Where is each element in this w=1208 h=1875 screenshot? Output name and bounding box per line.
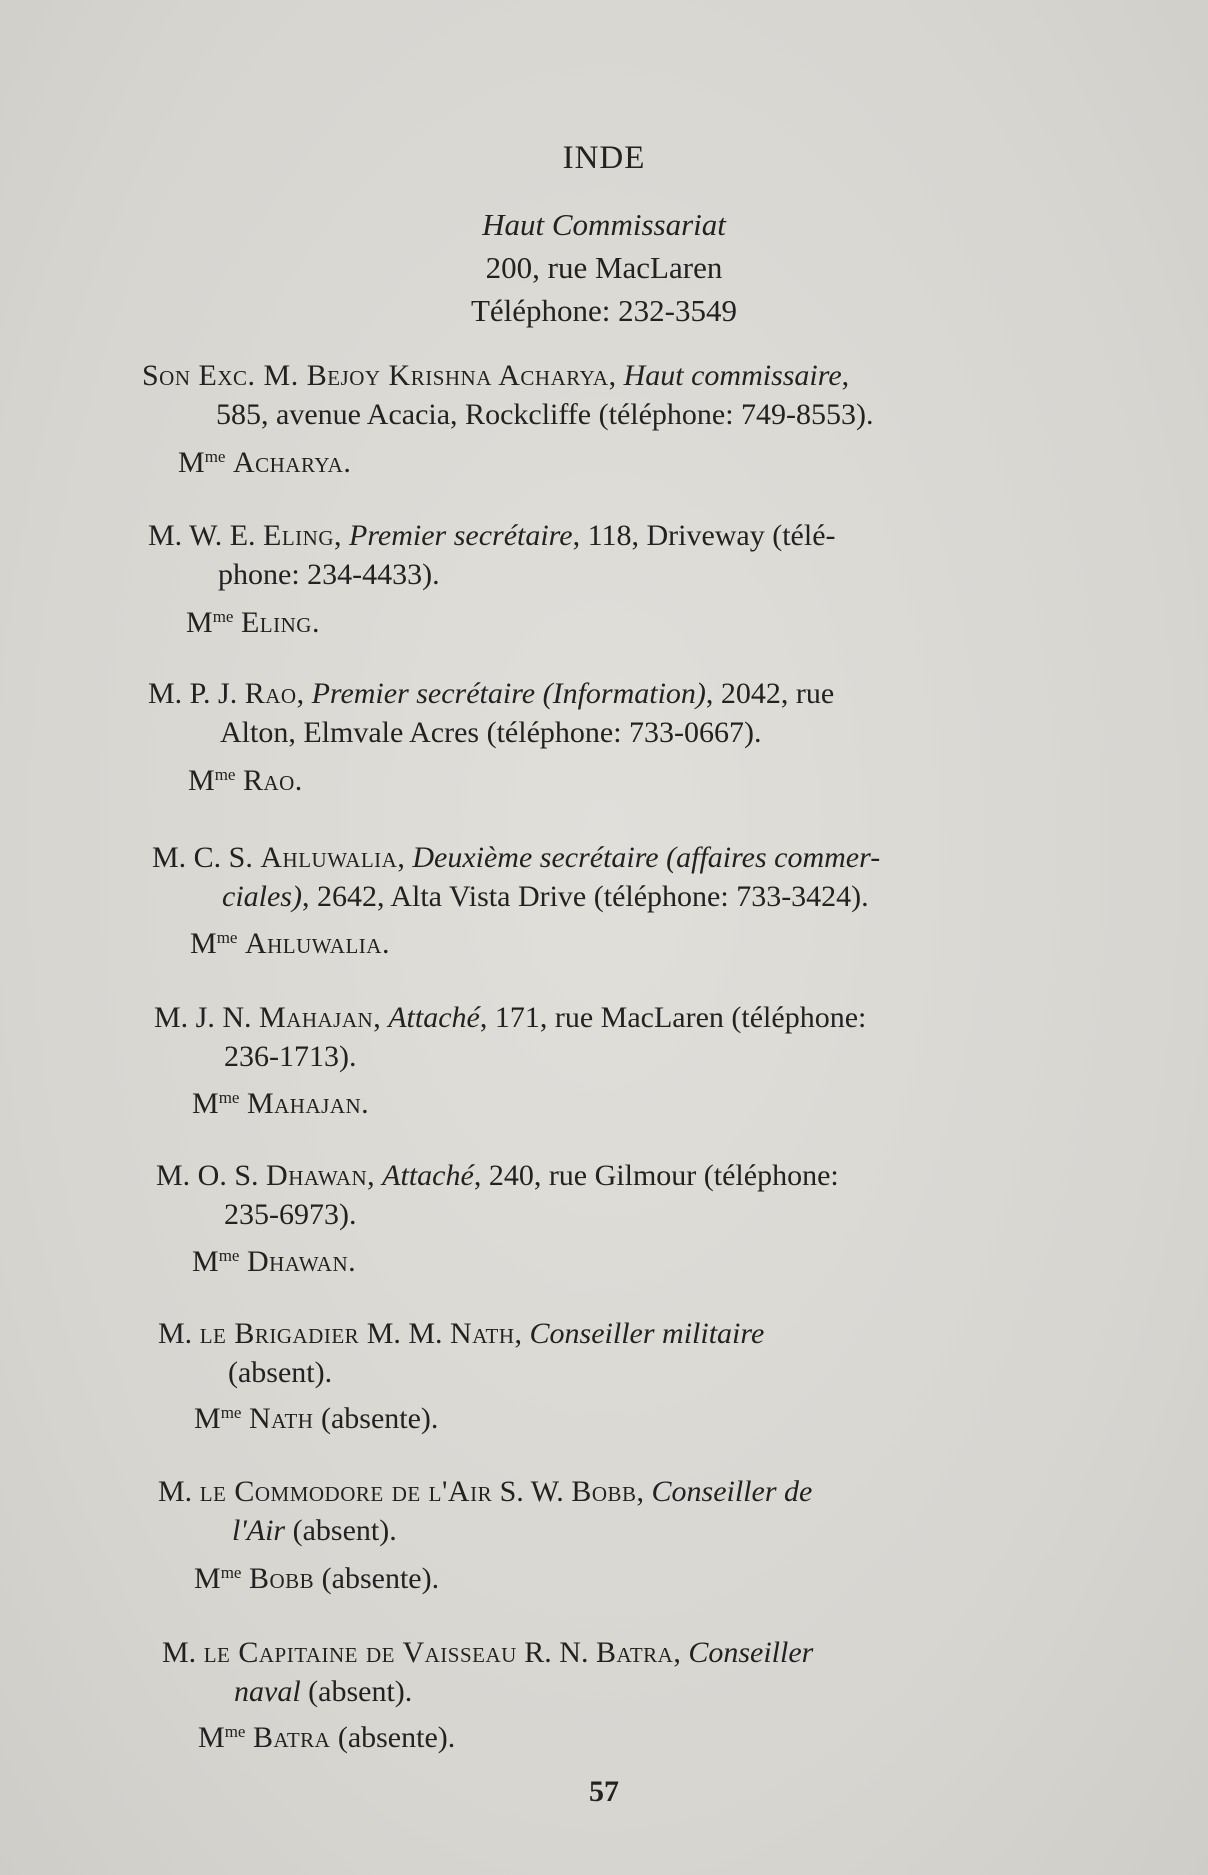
- entry-eling: M. W. E. Eling, Premier secrétaire, 118, Driveway (télé- phone: 234-4433).: [148, 519, 836, 591]
- entry-prefix: M.: [158, 1317, 200, 1350]
- wife-acharya: [178, 437, 351, 482]
- entry-line2-italic: naval: [234, 1675, 301, 1708]
- wife-prefix: M: [194, 1562, 221, 1595]
- entry-ahluwalia: M. C. S. Ahluwalia, Deuxième secrétaire (affaires commer- ciales), 2642, Alta Vista Drive (téléphone: 733-3424).: [152, 841, 881, 913]
- wife-batra: [198, 1712, 455, 1757]
- entry-name: Bejoy Krishna Acharya: [306, 359, 609, 392]
- wife-mahajan: [192, 1078, 369, 1123]
- entry-name: Rao: [244, 677, 297, 710]
- entry-prefix: Son Exc. M.: [142, 359, 307, 392]
- entry-title: Attaché: [388, 1001, 480, 1034]
- page-number: 57: [589, 1775, 619, 1808]
- office-address: 200, rue MacLaren: [485, 250, 723, 285]
- wife-rest: (absente).: [313, 1402, 439, 1435]
- entry-line1-rest: , 171, rue MacLaren (téléphone:: [479, 1001, 867, 1034]
- country-heading: INDE: [562, 140, 646, 176]
- entry-title: Conseiller de: [651, 1475, 813, 1508]
- wife-sup: me: [220, 1403, 242, 1422]
- entry-prefix: M. C. S.: [152, 841, 261, 874]
- entry-line2: 585, avenue Acacia, Rockcliffe (téléphone: 749-8553).: [216, 398, 874, 431]
- entry-line2-italic: l'Air: [232, 1514, 286, 1547]
- wife-name: Nath: [248, 1402, 314, 1435]
- wife-rest: (absente).: [330, 1721, 456, 1754]
- entry-acharya: Son Exc. M. Bejoy Krishna Acharya, Haut commissaire, 585, avenue Acacia, Rockcliffe (téléphone: 749-8553).: [142, 359, 874, 431]
- wife-name: Bobb: [248, 1562, 315, 1595]
- entry-initials: R. N.: [516, 1636, 596, 1669]
- entry-initials: M. M.: [359, 1317, 451, 1350]
- entry-batra: M. le Capitaine de Vaisseau R. N. Batra, Conseiller naval (absent).: [162, 1636, 814, 1708]
- entry-rank: le Capitaine de Vaisseau: [203, 1636, 517, 1669]
- entry-initials: S. W.: [492, 1475, 572, 1508]
- wife-rest: (absente).: [314, 1562, 440, 1595]
- entry-line2: , 2642, Alta Vista Drive (téléphone: 733-3424).: [301, 880, 869, 913]
- wife-prefix: M: [190, 927, 217, 960]
- wife-prefix: M: [178, 446, 205, 479]
- entry-name: Batra: [595, 1636, 674, 1669]
- wife-name: Rao.: [242, 764, 303, 797]
- entry-line2: Alton, Elmvale Acres (téléphone: 733-0667).: [220, 716, 762, 749]
- wife-dhawan: [192, 1236, 356, 1281]
- entry-line2: (absent).: [300, 1675, 413, 1708]
- entry-rao: M. P. J. Rao, Premier secrétaire (Information), 2042, rue Alton, Elmvale Acres (téléphone: 733-0667).: [148, 677, 835, 749]
- entry-line1-rest: , 118, Driveway (télé-: [572, 519, 836, 552]
- entry-rank: le Commodore de l'Air: [199, 1475, 493, 1508]
- wife-prefix: M: [192, 1245, 219, 1278]
- wife-sup: me: [212, 607, 234, 626]
- wife-sup: me: [214, 765, 236, 784]
- entry-name: Ahluwalia: [260, 841, 398, 874]
- entry-name: Eling: [263, 519, 335, 552]
- entry-name: Nath: [450, 1317, 515, 1350]
- entry-line2: 235-6973).: [224, 1198, 357, 1231]
- entry-title: Premier secrétaire: [349, 519, 573, 552]
- entry-bobb: M. le Commodore de l'Air S. W. Bobb, Conseiller de l'Air (absent).: [158, 1475, 813, 1547]
- entry-title: Conseiller: [688, 1636, 814, 1669]
- wife-sup: me: [220, 1563, 242, 1582]
- entry-line2: (absent).: [285, 1514, 397, 1547]
- entry-title: Deuxième secrétaire (affaires commer-: [412, 841, 881, 874]
- entry-dhawan: M. O. S. Dhawan, Attaché, 240, rue Gilmour (téléphone: 235-6973).: [156, 1159, 839, 1231]
- wife-name: Dhawan.: [246, 1245, 357, 1278]
- entry-nath: M. le Brigadier M. M. Nath, Conseiller militaire (absent).: [158, 1317, 765, 1389]
- entry-rank: le Brigadier: [199, 1317, 360, 1350]
- entry-line2: phone: 234-4433).: [218, 558, 440, 591]
- entry-prefix: M.: [158, 1475, 200, 1508]
- wife-name: Mahajan.: [246, 1087, 370, 1120]
- wife-prefix: M: [188, 764, 215, 797]
- entry-title: Conseiller militaire: [529, 1317, 765, 1350]
- wife-name: Eling.: [240, 606, 320, 639]
- office-name: Haut Commissariat: [482, 207, 726, 242]
- entry-line2: (absent).: [228, 1356, 333, 1389]
- wife-prefix: M: [198, 1721, 225, 1754]
- wife-nath: [194, 1393, 438, 1438]
- wife-prefix: M: [186, 606, 213, 639]
- wife-name: Batra: [252, 1721, 331, 1754]
- entry-prefix: M.: [162, 1636, 204, 1669]
- wife-name: Ahluwalia.: [244, 927, 390, 960]
- wife-sup: me: [218, 1246, 240, 1265]
- office-phone: Téléphone: 232-3549: [470, 293, 737, 328]
- wife-sup: me: [204, 447, 226, 466]
- entry-prefix: M. W. E.: [148, 519, 264, 552]
- entry-line1-rest: ,: [841, 359, 850, 392]
- entry-name: Dhawan: [266, 1159, 368, 1192]
- entry-mahajan: M. J. N. Mahajan, Attaché, 171, rue MacLaren (téléphone: 236-1713).: [154, 1001, 867, 1073]
- entry-name: Mahajan: [259, 1001, 374, 1034]
- entry-title: Attaché: [382, 1159, 474, 1192]
- wife-sup: me: [224, 1722, 246, 1741]
- entry-prefix: M. P. J.: [148, 677, 245, 710]
- wife-eling: [186, 597, 320, 642]
- wife-sup: me: [216, 928, 238, 947]
- wife-sup: me: [218, 1088, 240, 1107]
- wife-prefix: M: [192, 1087, 219, 1120]
- wife-bobb: [194, 1553, 439, 1598]
- entry-prefix: M. O. S.: [156, 1159, 267, 1192]
- wife-prefix: M: [194, 1402, 221, 1435]
- entry-line2: 236-1713).: [224, 1040, 357, 1073]
- entry-title: Premier secrétaire (Information): [311, 677, 706, 710]
- entry-name: Bobb: [571, 1475, 637, 1508]
- entry-prefix: M. J. N.: [154, 1001, 260, 1034]
- wife-name: Acharya.: [232, 446, 352, 479]
- wife-ahluwalia: [190, 918, 390, 963]
- entry-title: Haut commissaire: [623, 359, 842, 392]
- entry-line1-rest: , 2042, rue: [705, 677, 835, 710]
- wife-rao: [188, 755, 303, 800]
- entry-line1-rest: , 240, rue Gilmour (téléphone:: [473, 1159, 839, 1192]
- entry-line2-italic: ciales): [222, 880, 302, 913]
